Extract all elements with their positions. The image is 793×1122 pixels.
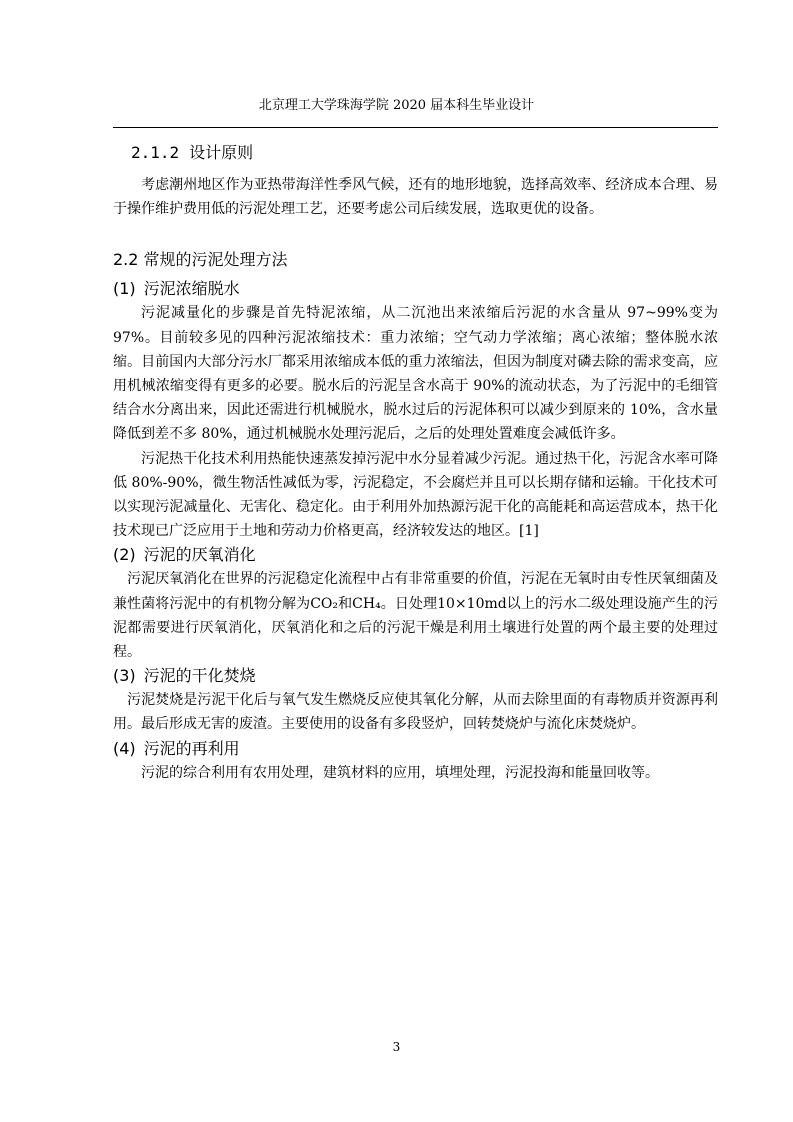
design-principle-paragraph: 考虑潮州地区作为亚热带海洋性季风气候，还有的地形地貌，选择高效率、经济成本合理、易于操作维护费用低的污泥处理工艺，还要考虑公司后续发展，选取更优的设备。 — [113, 177, 718, 218]
item-title: 污泥浓缩脱水 — [143, 279, 240, 299]
item-heading-reuse — [113, 737, 718, 761]
subsection-heading-design-principle — [131, 141, 718, 165]
item-number: (3) — [113, 666, 136, 686]
incineration-paragraph: 污泥焚烧是污泥干化后与氧气发生燃烧反应使其氧化分解，从而去除里面的有毒物质并资源再利用。最后形成无害的废渣。主要使用的设备有多段竖炉，回转焚烧炉与流化床焚烧炉。 — [113, 692, 718, 733]
section-heading-sludge-methods: 2.2 常规的污泥处理方法 — [113, 250, 288, 270]
thickening-paragraph-2: 污泥热干化技术利用热能快速蒸发掉污泥中水分显着减少污泥。通过热干化，污泥含水率可降低 80%-90%，微生物活性减低为零，污泥稳定，不会腐烂并且可以长期存储和运输。干化技术可以实现污泥减量化、无害化、稳定化。由于利用外加热源污泥干化的高能耗和高运营成本，热干化技术现已广泛应用于土地和劳动力价格更高，经济较发达的地区。[1] — [113, 450, 718, 540]
subsection-number: 2.1.2 — [131, 143, 180, 162]
item-number: (4) — [113, 738, 136, 758]
subsection-title: 设计原则 — [189, 143, 254, 162]
item-number: (1) — [113, 279, 136, 299]
item-title: 污泥的干化焚烧 — [143, 666, 256, 686]
item-title: 污泥的厌氧消化 — [143, 545, 256, 565]
item-number: (2) — [113, 545, 136, 565]
thickening-paragraph-1: 污泥减量化的步骤是首先特泥浓缩，从二沉池出来浓缩后污泥的水含量从 97~99%变为 97%。目前较多见的四种污泥浓缩技术：重力浓缩；空气动力学浓缩；离心浓缩；整体脱水浓缩。目前国内大部分污水厂都采用浓缩成本低的重力浓缩法，但因为制度对磷去除的需求变高，应用机械浓缩变得有更多的必要。脱水后的污泥呈含水高于 90%的流动状态，为了污泥中的毛细管结合水分离出来，因此还需进行机械脱水，脱水过后的污泥体积可以减少到原来的 10%，含水量降低到差不多 80%，通过机械脱水处理污泥后，之后的处理处置难度会减低许多。 — [113, 305, 718, 443]
anaerobic-paragraph: 污泥厌氧消化在世界的污泥稳定化流程中占有非常重要的价值，污泥在无氧时由专性厌氧细菌及兼性菌将污泥中的有机物分解为CO₂和CH₄。日处理10×10md以上的污水二级处理设施产生的污泥都需要进行厌氧消化，厌氧消化和之后的污泥干燥是利用土壤进行处置的两个最主要的处理过程。 — [113, 571, 718, 661]
page-number: 3 — [392, 1040, 401, 1054]
header-rule — [113, 127, 718, 128]
reuse-paragraph: 污泥的综合利用有农用处理，建筑材料的应用，填埋处理，污泥投海和能量回收等。 — [141, 764, 659, 781]
page-content — [113, 137, 718, 785]
item-heading-anaerobic — [113, 543, 718, 567]
item-title: 污泥的再利用 — [143, 738, 240, 758]
running-header: 北京理工大学珠海学院 2020 届本科生毕业设计 — [258, 98, 535, 113]
item-heading-incineration — [113, 664, 718, 688]
item-heading-thickening — [113, 277, 718, 301]
